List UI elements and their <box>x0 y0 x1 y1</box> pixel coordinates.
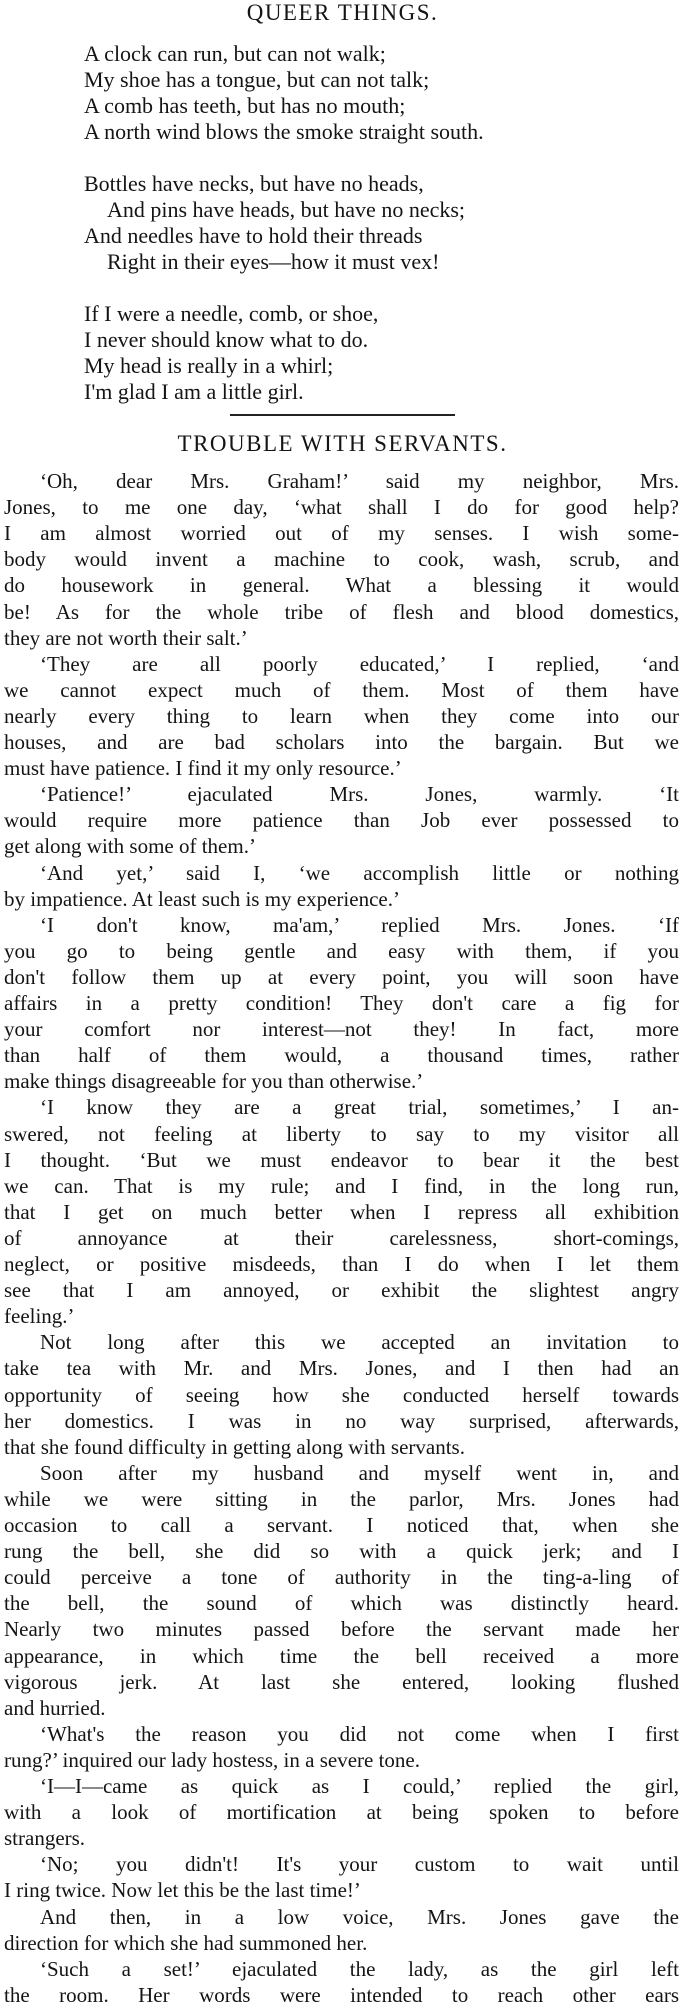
poem-line: A clock can run, but can not walk; <box>84 41 386 66</box>
story-line: ‘Patience!’ ejaculated Mrs. Jones, warmly. ‘It <box>40 782 679 807</box>
story-title: TROUBLE WITH SERVANTS. <box>177 431 508 456</box>
story-line: ‘I don't know, ma'am,’ replied Mrs. Jones. ‘If <box>40 912 679 937</box>
story-line: the room. Her words were intended to reach other ears <box>4 1982 679 2007</box>
story-line: ‘No; you didn't! It's your custom to wait until <box>40 1852 679 1877</box>
story-line: her domestics. I was in no way surprised, afterwards, <box>4 1408 679 1433</box>
story-line: ‘They are all poorly educated,’ I replied, ‘and <box>40 651 679 676</box>
story-line: would require more patience than Job ever possessed to <box>4 808 679 833</box>
story-line: you go to being gentle and easy with them, if you <box>4 938 679 963</box>
story-line: body would invent a machine to cook, wash, scrub, and <box>4 547 679 572</box>
story-line: nearly every thing to learn when they come into our <box>4 703 679 728</box>
story-line: ‘I—I—came as quick as I could,’ replied the girl, <box>40 1774 679 1798</box>
story-line: ‘What's the reason you did not come when I first <box>40 1721 679 1746</box>
story-line: opportunity of seeing how she conducted herself towards <box>4 1382 679 1407</box>
story-line: do housework in general. What a blessing it would <box>4 573 679 598</box>
story-line: strangers. <box>4 1826 86 1851</box>
story-line: ‘I know they are a great trial, sometimes,’ I an- <box>40 1095 679 1120</box>
story-line: Soon after my husband and myself went in, and <box>40 1460 679 1485</box>
story-line: houses, and are bad scholars into the bargain. But we <box>4 730 679 754</box>
story-line: rung?’ inquired our lady hostess, in a severe tone. <box>4 1747 420 1772</box>
story-line: and hurried. <box>4 1695 106 1720</box>
story-line: the bell, the sound of which was distinctly heard. <box>4 1591 679 1616</box>
story-line: by impatience. At least such is my experience.’ <box>4 886 400 911</box>
poem-line: I'm glad I am a little girl. <box>84 379 304 404</box>
story-line: And then, in a low voice, Mrs. Jones gave the <box>40 1904 679 1929</box>
story-line: could perceive a tone of authority in the ting-a-ling of <box>4 1565 679 1590</box>
story-line: your comfort nor interest—not they! In fact, more <box>4 1017 679 1042</box>
poem-line: My shoe has a tongue, but can not talk; <box>84 67 430 92</box>
story-line: see that I am annoyed, or exhibit the slightest angry <box>4 1278 679 1303</box>
story-line: that I get on much better when I repress all exhibition <box>4 1199 679 1224</box>
story-line: affairs in a pretty condition! They don't care a fig for <box>4 991 679 1015</box>
story-line: rung the bell, she did so with a quick jerk; and I <box>4 1539 679 1564</box>
story-line: get along with some of them.’ <box>4 834 256 859</box>
story-line: vigorous jerk. At last she entered, looking flushed <box>4 1669 679 1694</box>
story-line: appearance, in which time the bell received a more <box>4 1643 679 1668</box>
story-line: than half of them would, a thousand times, rather <box>4 1043 679 1068</box>
story-line: swered, not feeling at liberty to say to my visitor all <box>4 1121 679 1146</box>
story-line: feeling.’ <box>4 1304 75 1329</box>
story-line: ‘Oh, dear Mrs. Graham!’ said my neighbor, Mrs. <box>40 469 679 493</box>
story-line: of annoyance at their carelessness, short-comings, <box>4 1225 679 1250</box>
story-line: don't follow them up at every point, you will soon have <box>4 964 679 989</box>
story-line: direction for which she had summoned her. <box>4 1930 368 1955</box>
poem-line: My head is really in a whirl; <box>84 353 334 378</box>
poem-line: If I were a needle, comb, or shoe, <box>84 301 379 326</box>
poem-line: A comb has teeth, but has no mouth; <box>84 93 406 118</box>
story-line: with a look of mortification at being spoken to before <box>4 1800 679 1825</box>
poem-line: And needles have to hold their threads <box>84 223 423 248</box>
story-line: Jones, to me one day, ‘what shall I do for good help? <box>4 495 679 520</box>
story-line: they are not worth their salt.’ <box>4 625 248 650</box>
poem-line: And pins have heads, but have no necks; <box>107 197 466 222</box>
poem-line: A north wind blows the smoke straight south. <box>84 119 484 144</box>
story-line: make things disagreeable for you than otherwise.’ <box>4 1069 424 1094</box>
story-line: ‘Such a set!’ ejaculated the lady, as the girl left <box>40 1956 679 1981</box>
story-line: be! As for the whole tribe of flesh and blood domestics, <box>4 599 679 624</box>
story-line: I am almost worried out of my senses. I wish some- <box>4 521 679 546</box>
poem-line: Bottles have necks, but have no heads, <box>84 171 424 196</box>
story-line: I thought. ‘But we must endeavor to bear it the best <box>4 1147 679 1172</box>
section-divider <box>230 414 455 416</box>
story-line: occasion to call a servant. I noticed that, when she <box>4 1513 679 1537</box>
story-line: must have patience. I find it my only resource.’ <box>4 756 402 781</box>
story-line: we can. That is my rule; and I find, in the long run, <box>4 1173 679 1198</box>
story-line: ‘And yet,’ said I, ‘we accomplish little or nothing <box>40 860 679 885</box>
story-line: we cannot expect much of them. Most of them have <box>4 677 679 702</box>
story-line: Not long after this we accepted an invitation to <box>40 1330 679 1355</box>
story-line: take tea with Mr. and Mrs. Jones, and I then had an <box>4 1356 679 1381</box>
poem-line: I never should know what to do. <box>84 327 369 352</box>
story-line: Nearly two minutes passed before the servant made her <box>4 1617 679 1642</box>
story-line: neglect, or positive misdeeds, than I do when I let them <box>4 1252 679 1276</box>
story-line: while we were sitting in the parlor, Mrs. Jones had <box>4 1486 679 1511</box>
story-line: I ring twice. Now let this be the last time!’ <box>4 1878 361 1903</box>
poem-title: QUEER THINGS. <box>246 0 439 25</box>
story-line: that she found difficulty in getting along with servants. <box>4 1434 465 1459</box>
poem-line: Right in their eyes—how it must vex! <box>107 249 440 274</box>
